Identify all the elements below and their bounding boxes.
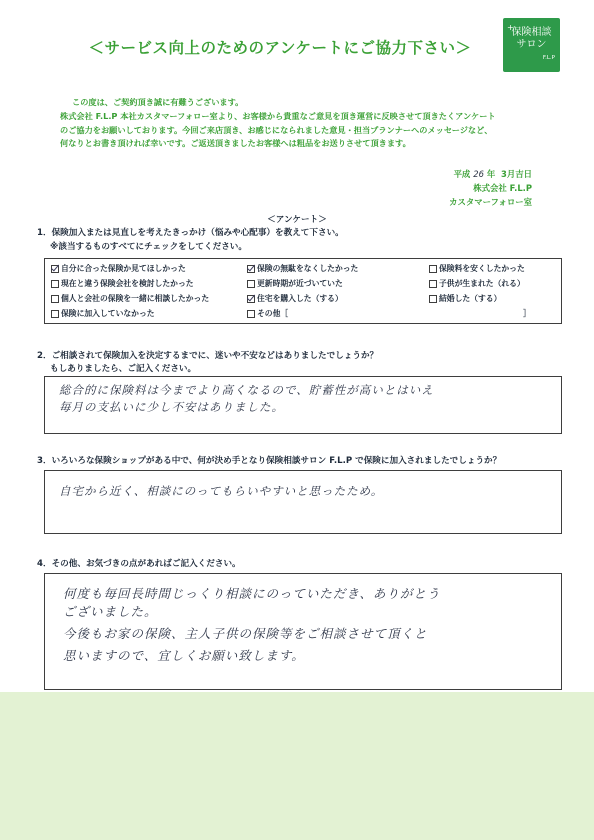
footer-band — [0, 692, 594, 840]
option-house-check[interactable]: 住宅を購入した（する） — [247, 293, 343, 304]
checkbox[interactable] — [51, 280, 59, 288]
intro-line: 株式会社 F.L.P 本社カスタマーフォロー室より、お客様から貴重なご意見を頂き運営に反映させて頂きたくアンケート — [60, 110, 496, 121]
option-fit-check[interactable]: 自分に合った保険か見てほしかった — [51, 263, 186, 274]
logo-plus: + — [507, 23, 514, 32]
q3-answer-line: 自宅から近く、相談にのってもらいやすいと思ったため。 — [59, 484, 384, 498]
issuer-block — [449, 167, 532, 209]
checkbox[interactable] — [247, 280, 255, 288]
date-month: 3月吉日 — [501, 169, 532, 179]
q1-note: ※該当するものすべてにチェックをしてください。 — [50, 242, 247, 252]
other-close-bracket: ］ — [523, 309, 531, 318]
q3-text: 3．いろいろな保険ショップがある中で、何が決め手となり保険相談サロン F.L.P で保険に加入されましたでしょうか？ — [37, 456, 502, 466]
option-marriage-check[interactable]: 結婚した（する） — [429, 293, 501, 304]
checkbox[interactable] — [247, 310, 255, 318]
logo-sub: F.L.P — [542, 55, 555, 61]
logo-line2: サロン — [516, 39, 547, 50]
department-name: カスタマーフォロー室 — [449, 197, 532, 207]
intro-line: 何なりとお書き頂ければ幸いです。ご返送頂きましたお客様へは粗品をお送りさせて頂きます。 — [60, 138, 411, 149]
q2-answer-box[interactable] — [44, 376, 562, 434]
q1-options-box — [44, 258, 562, 324]
option-waste-check[interactable]: 保険の無駄をなくしたかった — [247, 263, 358, 274]
checkbox[interactable] — [247, 265, 255, 273]
q2-note: もしありましたら、ご記入ください。 — [50, 364, 197, 374]
intro-line: この度は、ご契約頂き誠に有難うございます。 — [72, 97, 244, 107]
logo-line1: 保険相談 — [511, 27, 552, 38]
q2-answer-line: 総合的に保険料は今までより高くなるので、貯蓄性が高いとはいえ — [59, 383, 434, 397]
q2-answer-line: 毎月の支払いに少し不安はありました。 — [59, 400, 284, 414]
issue-date — [449, 167, 532, 181]
checkbox[interactable] — [51, 265, 59, 273]
option-child-check[interactable]: 子供が生まれた（れる） — [429, 278, 525, 289]
q4-answer-box[interactable] — [44, 573, 562, 690]
checkbox[interactable] — [429, 295, 437, 303]
option-personal-corporate-check[interactable]: 個人と会社の保険を一緒に相談したかった — [51, 293, 209, 304]
checkbox[interactable] — [51, 295, 59, 303]
option-other-check[interactable]: その他［ — [247, 308, 288, 319]
option-no-insurance-check[interactable]: 保険に加入していなかった — [51, 308, 155, 319]
q4-text: 4．その他、お気づきの点があればご記入ください。 — [37, 559, 241, 569]
intro-line: のご協力をお願いしております。今回ご来店頂き、お感じになられました意見・担当プランナーへのメッセージなど、 — [60, 124, 493, 135]
option-other-company-check[interactable]: 現在と違う保険会社を検討したかった — [51, 278, 194, 289]
q4-answer-line: 今後もお家の保険、主人子供の保険等をご相談させて頂くと — [63, 626, 428, 641]
salon-logo — [503, 18, 560, 72]
q4-answer-line: 何度も毎回長時間じっくり相談にのっていただき、ありがとう — [63, 586, 441, 601]
date-era: 平成 — [453, 169, 471, 179]
q4-answer-line: 思いますので、宜しくお願い致します。 — [63, 648, 305, 663]
checkbox[interactable] — [247, 295, 255, 303]
q4-answer-line: ございました。 — [63, 604, 158, 619]
checkbox[interactable] — [429, 265, 437, 273]
survey-title: ＜サービス向上のためのアンケートにご協力下さい＞ — [88, 39, 472, 57]
date-year-handwritten: 26 — [473, 169, 484, 179]
date-year-unit: 年 — [486, 169, 496, 179]
option-renewal-check[interactable]: 更新時期が近づいていた — [247, 278, 343, 289]
q2-text: 2．ご相談されて保険加入を決定するまでに、迷いや不安などはありましたでしょうか？ — [37, 351, 379, 361]
q3-answer-box[interactable] — [44, 470, 562, 534]
checkbox[interactable] — [51, 310, 59, 318]
q1-text: 1．保険加入または見直しを考えたきっかけ（悩みや心配事）を教えて下さい。 — [37, 228, 344, 238]
intro-text — [60, 96, 570, 151]
option-cheaper-check[interactable]: 保険料を安くしたかった — [429, 263, 525, 274]
survey-heading: ＜アンケート＞ — [267, 215, 327, 225]
checkbox[interactable] — [429, 280, 437, 288]
company-name: 株式会社 F.L.P — [473, 183, 532, 193]
